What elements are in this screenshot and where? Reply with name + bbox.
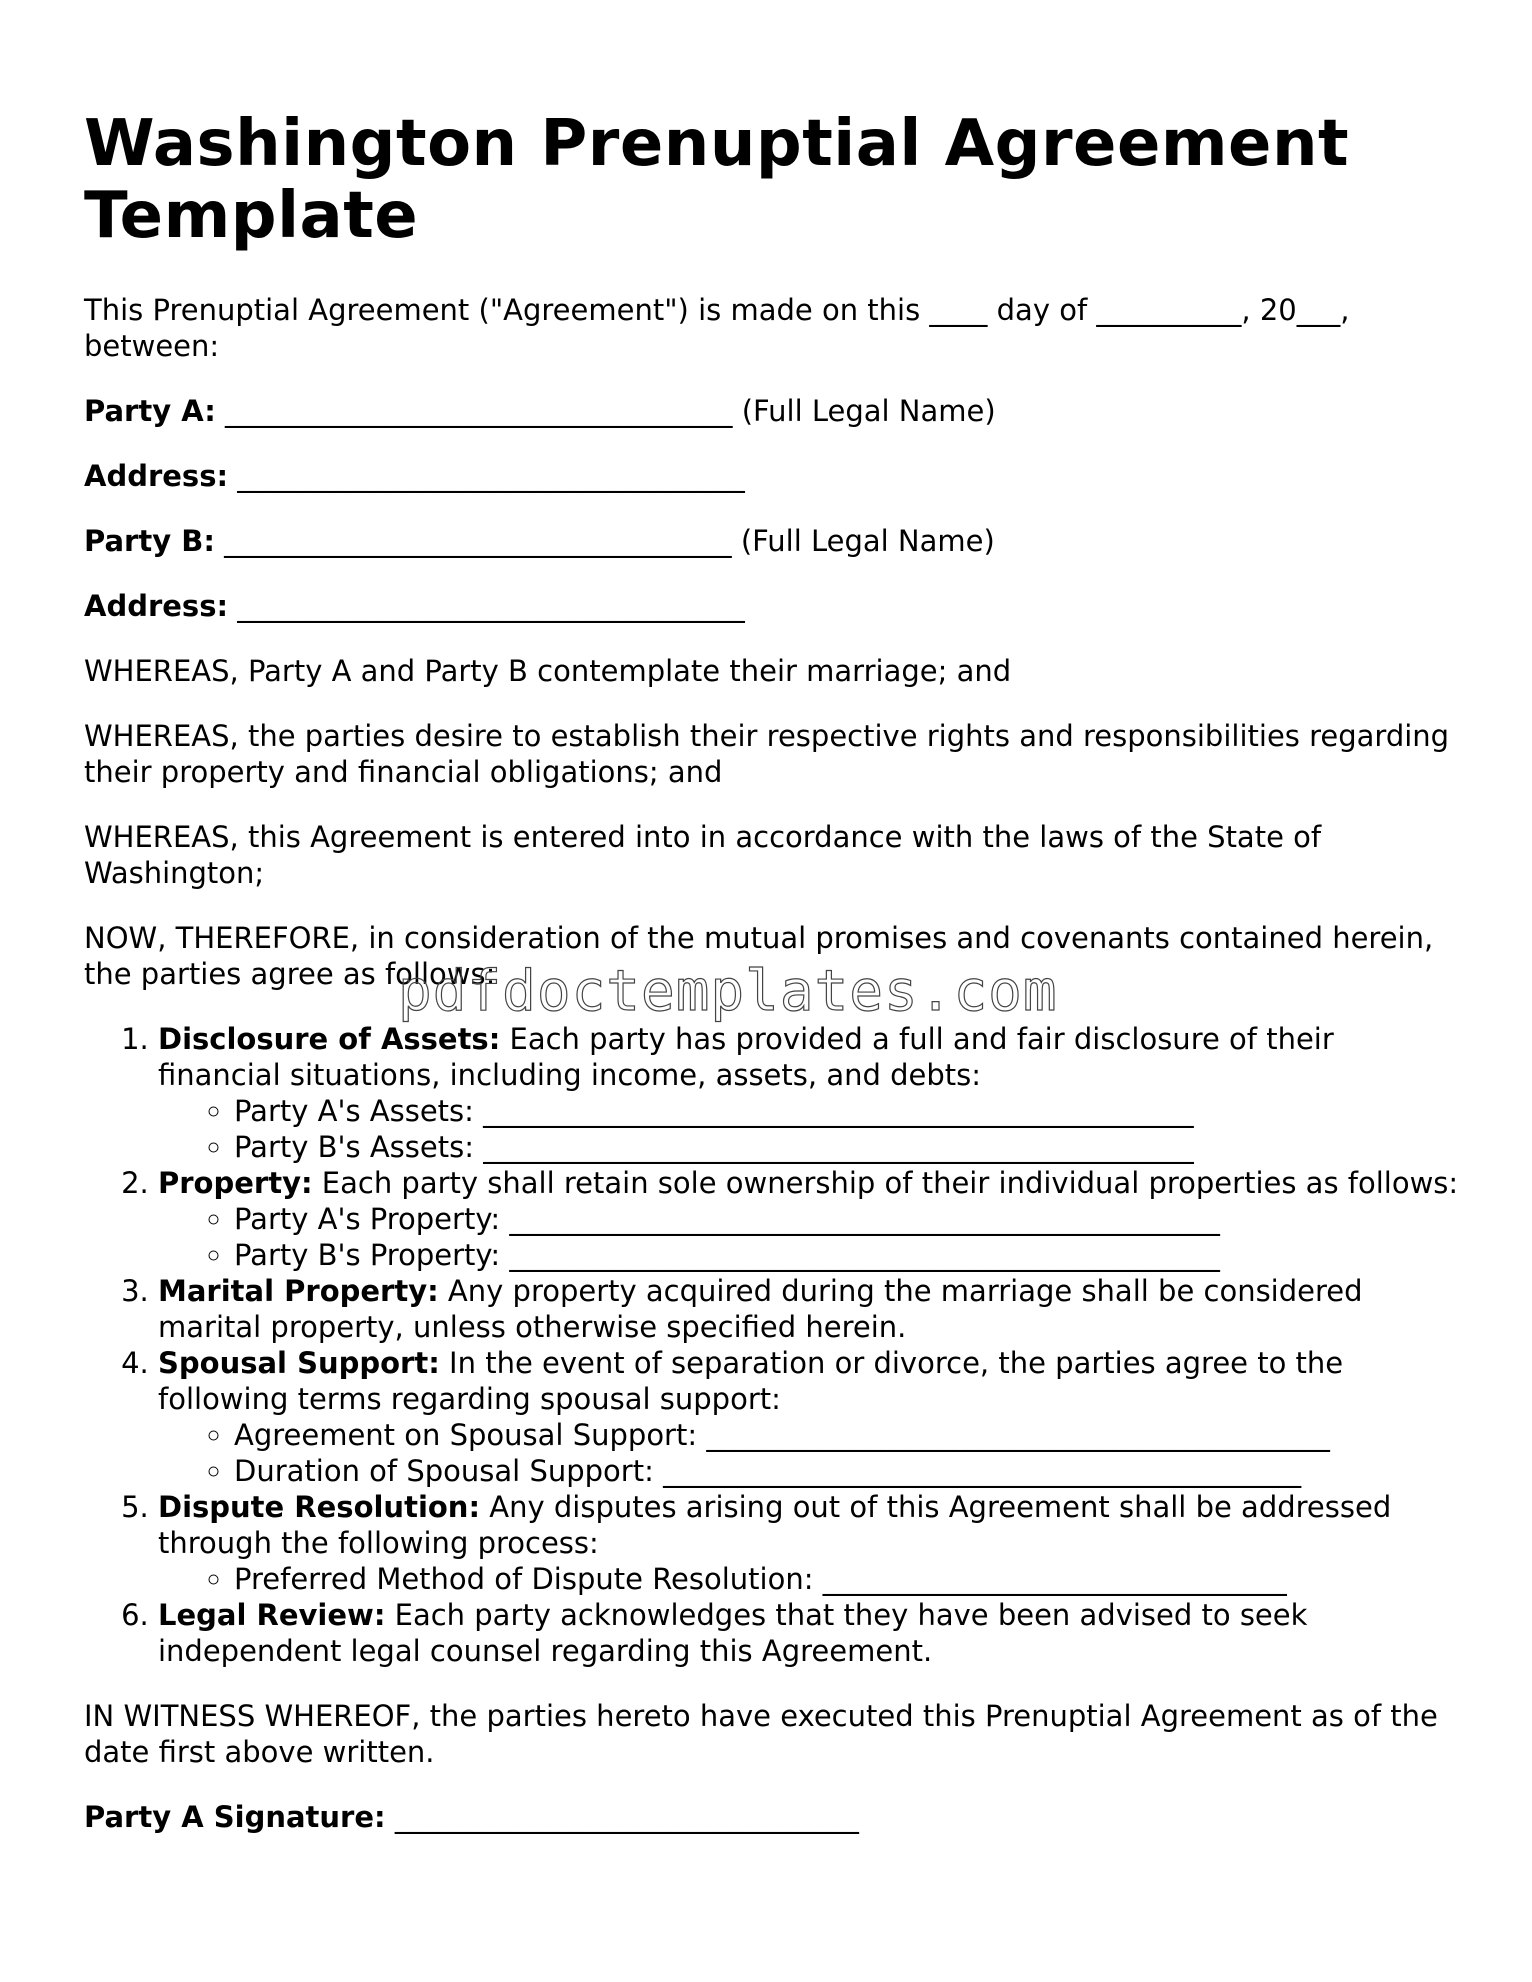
field-blank: ___________________________________: [228, 459, 745, 493]
term-heading: Spousal Support:: [158, 1346, 440, 1380]
term-text: In the event of separation or divorce, the parties agree to the following terms regarding spousal support:: [158, 1346, 1344, 1416]
term-heading: Marital Property:: [158, 1274, 439, 1308]
document-title: Washington Prenuptial Agreement Template: [84, 107, 1350, 253]
term-text: Any property acquired during the marriage shall be considered marital property, unless otherwise specified herein.: [158, 1274, 1363, 1344]
term-text: Any disputes arising out of this Agreement shall be addressed through the following process:: [158, 1490, 1392, 1560]
field-hint: (Full Legal Name): [731, 524, 995, 558]
whereas-clause: WHEREAS, the parties desire to establish their respective rights and responsibilities regarding their property and financial obligations; and: [84, 719, 1450, 789]
term-text: Each party acknowledges that they have been advised to seek independent legal counsel regarding this Agreement.: [158, 1598, 1308, 1668]
field-blank: ___________________________________: [228, 589, 745, 623]
term-subitem: ◦ Duration of Spousal Support: ____________________________________________: [234, 1453, 1464, 1489]
term-subitem: ◦ Party A's Assets: _________________________________________________: [234, 1093, 1464, 1129]
party-a-signature-field: [84, 1799, 1464, 1835]
whereas-clause: WHEREAS, this Agreement is entered into in accordance with the laws of the State of Washington;: [84, 820, 1322, 890]
term-heading: Disclosure of Assets:: [158, 1022, 501, 1056]
party-a-name-field: [84, 393, 1464, 429]
witness-clause: IN WITNESS WHEREOF, the parties hereto have executed this Prenuptial Agreement as of the date first above written.: [84, 1699, 1438, 1769]
term-subitem: ◦ Preferred Method of Dispute Resolution: ________________________________: [234, 1561, 1464, 1597]
signature-blank: ________________________________: [385, 1800, 859, 1834]
term-subitem: ◦ Agreement on Spousal Support: ___________________________________________: [234, 1417, 1464, 1453]
field-label: Address:: [84, 589, 229, 623]
field-label: Party B:: [84, 524, 215, 558]
term-subitems: [158, 1561, 1464, 1597]
term-item: [158, 1489, 1464, 1597]
party-a-address-field: [84, 458, 1464, 494]
party-b-name-field: [84, 523, 1464, 559]
field-label: Address:: [84, 459, 229, 493]
term-subitems: [158, 1093, 1464, 1165]
terms-list: [84, 1021, 1464, 1669]
signature-label: Party A Signature:: [84, 1800, 386, 1834]
term-subitem: ◦ Party B's Property: _________________________________________________: [234, 1237, 1464, 1273]
watermark: pdfdoctemplates.com: [398, 959, 1058, 1024]
term-text: Each party shall retain sole ownership of their individual properties as follows:: [312, 1166, 1459, 1200]
term-text: Each party has provided a full and fair disclosure of their financial situations, including income, assets, and debts:: [158, 1022, 1334, 1092]
field-hint: (Full Legal Name): [732, 394, 996, 428]
term-subitem: ◦ Party B's Assets: _________________________________________________: [234, 1129, 1464, 1165]
term-item: [158, 1597, 1464, 1669]
field-blank: ___________________________________: [214, 524, 732, 558]
whereas-clause: WHEREAS, Party A and Party B contemplate their marriage; and: [84, 654, 1012, 688]
intro-paragraph: This Prenuptial Agreement ("Agreement") is made on this ____ day of __________, 20___, between:: [84, 293, 1350, 363]
now-therefore-clause: NOW, THEREFORE, in consideration of the mutual promises and covenants contained herein, the parties agree as follows:: [84, 921, 1434, 991]
party-b-address-field: [84, 588, 1464, 624]
term-subitems: [158, 1417, 1464, 1489]
field-blank: ___________________________________: [215, 394, 733, 428]
term-heading: Legal Review:: [158, 1598, 386, 1632]
term-heading: Property:: [158, 1166, 313, 1200]
term-subitems: [158, 1201, 1464, 1273]
term-item: [158, 1345, 1464, 1489]
term-item: [158, 1273, 1464, 1345]
term-heading: Dispute Resolution:: [158, 1490, 481, 1524]
term-item: [158, 1165, 1464, 1273]
term-item: [158, 1021, 1464, 1165]
term-subitem: ◦ Party A's Property: _________________________________________________: [234, 1201, 1464, 1237]
field-label: Party A:: [84, 394, 216, 428]
